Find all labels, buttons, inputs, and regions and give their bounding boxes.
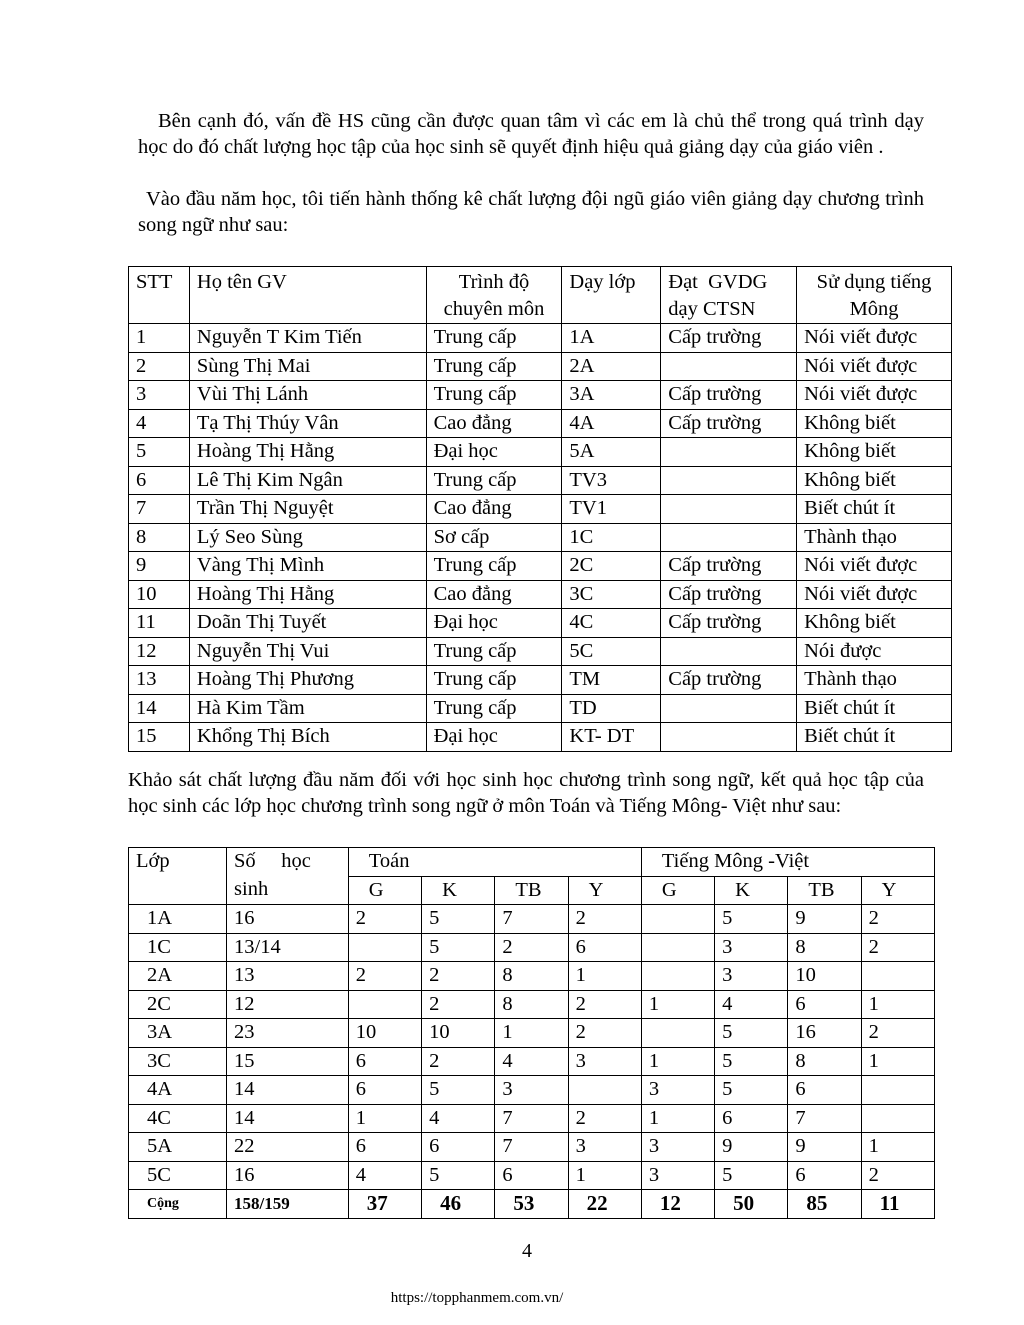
header-level bbox=[426, 267, 562, 324]
cell-vk: 5 bbox=[715, 905, 788, 934]
cell-mg bbox=[348, 933, 421, 962]
cell-name: Tạ Thị Thúy Vân bbox=[189, 409, 426, 438]
cell-mtb: 7 bbox=[495, 1133, 568, 1162]
cell-cls: 5C bbox=[129, 1161, 227, 1190]
table-row bbox=[129, 1047, 935, 1076]
cell-award bbox=[661, 438, 797, 467]
cell-mk: 2 bbox=[422, 990, 495, 1019]
cell-award: Cấp trường bbox=[661, 552, 797, 581]
cell-level: Trung cấp bbox=[426, 637, 562, 666]
cell-vy: 2 bbox=[861, 1019, 934, 1048]
cell-stt: 2 bbox=[129, 352, 190, 381]
cell-mtb: 6 bbox=[495, 1161, 568, 1190]
table-row bbox=[129, 352, 952, 381]
teacher-table bbox=[128, 266, 952, 752]
cell-vk: 4 bbox=[715, 990, 788, 1019]
cell-vtb: 8 bbox=[788, 933, 861, 962]
header-math: Toán bbox=[348, 848, 641, 877]
total-vg: 12 bbox=[641, 1190, 714, 1219]
table-row bbox=[129, 1076, 935, 1105]
table-row bbox=[129, 438, 952, 467]
cell-stt: 10 bbox=[129, 580, 190, 609]
cell-vy: 1 bbox=[861, 990, 934, 1019]
table-row bbox=[129, 666, 952, 695]
cell-vy: 2 bbox=[861, 1161, 934, 1190]
cell-level: Cao đẳng bbox=[426, 495, 562, 524]
cell-class: 4C bbox=[562, 609, 661, 638]
cell-mg bbox=[348, 990, 421, 1019]
cell-lang: Nói viết được bbox=[797, 381, 952, 410]
cell-name: Hoàng Thị Hằng bbox=[189, 438, 426, 467]
cell-mk: 4 bbox=[422, 1104, 495, 1133]
cell-stt: 6 bbox=[129, 466, 190, 495]
cell-vtb: 10 bbox=[788, 962, 861, 991]
header-students bbox=[227, 848, 349, 905]
cell-my: 3 bbox=[568, 1133, 641, 1162]
cell-n: 12 bbox=[227, 990, 349, 1019]
cell-n: 13/14 bbox=[227, 933, 349, 962]
cell-class: TV1 bbox=[562, 495, 661, 524]
cell-award: Cấp trường bbox=[661, 580, 797, 609]
cell-name: Lê Thị Kim Ngân bbox=[189, 466, 426, 495]
cell-name: Sùng Thị Mai bbox=[189, 352, 426, 381]
cell-vtb: 6 bbox=[788, 990, 861, 1019]
header-math-g: G bbox=[348, 876, 421, 905]
cell-vk: 3 bbox=[715, 933, 788, 962]
cell-n: 22 bbox=[227, 1133, 349, 1162]
cell-stt: 8 bbox=[129, 523, 190, 552]
cell-my bbox=[568, 1076, 641, 1105]
cell-mtb: 2 bbox=[495, 933, 568, 962]
header-viet-tb: TB bbox=[788, 876, 861, 905]
cell-class: 1A bbox=[562, 324, 661, 353]
header-award-line1: Đạt GVDG bbox=[668, 271, 768, 293]
cell-stt: 9 bbox=[129, 552, 190, 581]
header-lang bbox=[797, 267, 952, 324]
cell-class: 5A bbox=[562, 438, 661, 467]
cell-name: Lý Seo Sùng bbox=[189, 523, 426, 552]
header-name: Họ tên GV bbox=[189, 267, 426, 324]
teacher-table-body bbox=[129, 324, 952, 752]
cell-stt: 7 bbox=[129, 495, 190, 524]
cell-lang: Không biết bbox=[797, 409, 952, 438]
cell-award: Cấp trường bbox=[661, 381, 797, 410]
cell-name: Trần Thị Nguyệt bbox=[189, 495, 426, 524]
cell-class: 4A bbox=[562, 409, 661, 438]
cell-lang: Biết chút ít bbox=[797, 495, 952, 524]
header-viet-k: K bbox=[715, 876, 788, 905]
cell-mg: 10 bbox=[348, 1019, 421, 1048]
table-row bbox=[129, 381, 952, 410]
total-cls: Cộng bbox=[129, 1190, 227, 1219]
table-row bbox=[129, 905, 935, 934]
cell-cls: 2C bbox=[129, 990, 227, 1019]
cell-mg: 2 bbox=[348, 905, 421, 934]
table-row bbox=[129, 694, 952, 723]
table-row bbox=[129, 324, 952, 353]
header-lang-line2: Mông bbox=[849, 298, 899, 320]
cell-mk: 5 bbox=[422, 1161, 495, 1190]
cell-mtb: 7 bbox=[495, 1104, 568, 1133]
cell-vk: 5 bbox=[715, 1076, 788, 1105]
header-level-line2: chuyên môn bbox=[443, 298, 545, 320]
cell-vg bbox=[641, 1019, 714, 1048]
cell-mk: 2 bbox=[422, 962, 495, 991]
cell-vk: 5 bbox=[715, 1161, 788, 1190]
cell-vg bbox=[641, 933, 714, 962]
table-row bbox=[129, 723, 952, 752]
cell-vy: 1 bbox=[861, 1133, 934, 1162]
header-viet-y: Y bbox=[861, 876, 934, 905]
header-students-line1: Số học bbox=[234, 850, 311, 872]
cell-cls: 1C bbox=[129, 933, 227, 962]
cell-lang: Không biết bbox=[797, 609, 952, 638]
header-award bbox=[661, 267, 797, 324]
cell-level: Đại học bbox=[426, 438, 562, 467]
cell-vk: 9 bbox=[715, 1133, 788, 1162]
table-row bbox=[129, 1161, 935, 1190]
cell-my: 6 bbox=[568, 933, 641, 962]
cell-mtb: 3 bbox=[495, 1076, 568, 1105]
table-row bbox=[129, 933, 935, 962]
cell-vtb: 6 bbox=[788, 1076, 861, 1105]
cell-level: Trung cấp bbox=[426, 381, 562, 410]
cell-stt: 15 bbox=[129, 723, 190, 752]
total-vy: 11 bbox=[861, 1190, 934, 1219]
cell-class: TM bbox=[562, 666, 661, 695]
cell-class: 3A bbox=[562, 381, 661, 410]
total-my: 22 bbox=[568, 1190, 641, 1219]
cell-name: Nguyễn Thị Vui bbox=[189, 637, 426, 666]
cell-name: Hà Kim Tầm bbox=[189, 694, 426, 723]
cell-mg: 1 bbox=[348, 1104, 421, 1133]
total-mtb: 53 bbox=[495, 1190, 568, 1219]
teacher-stats-intro: Vào đầu năm học, tôi tiến hành thống kê chất lượng đội ngũ giáo viên giảng dạy chương trình song ngữ như sau: bbox=[138, 188, 924, 236]
cell-vy bbox=[861, 962, 934, 991]
header-math-k: K bbox=[422, 876, 495, 905]
cell-lang: Nói viết được bbox=[797, 552, 952, 581]
total-row bbox=[129, 1190, 935, 1219]
cell-award: Cấp trường bbox=[661, 666, 797, 695]
cell-level: Trung cấp bbox=[426, 666, 562, 695]
cell-vk: 5 bbox=[715, 1019, 788, 1048]
table-row bbox=[129, 637, 952, 666]
cell-level: Đại học bbox=[426, 609, 562, 638]
cell-mg: 6 bbox=[348, 1047, 421, 1076]
page-number: 4 bbox=[522, 1240, 532, 1262]
footer-url: https://topphanmem.com.vn/ bbox=[390, 1290, 564, 1306]
header-class: Lớp bbox=[129, 848, 227, 905]
cell-vg: 1 bbox=[641, 990, 714, 1019]
results-intro: Khảo sát chất lượng đầu năm đối với học sinh học chương trình song ngữ, kết quả học tập của học sinh các lớp học chương trình song ngữ ở môn Toán và Tiếng Mông- Việt như sau: bbox=[128, 769, 924, 817]
cell-stt: 4 bbox=[129, 409, 190, 438]
cell-class: 2A bbox=[562, 352, 661, 381]
header-math-tb: TB bbox=[495, 876, 568, 905]
cell-n: 16 bbox=[227, 905, 349, 934]
cell-level: Trung cấp bbox=[426, 466, 562, 495]
table-row bbox=[129, 495, 952, 524]
table-row bbox=[129, 1104, 935, 1133]
intro-paragraph: Bên cạnh đó, vấn đề HS cũng cần được quan tâm vì các em là chủ thể trong quá trình dạy học do đó chất lượng học tập của học sinh sẽ quyết định hiệu quả giảng dạy của giáo viên . bbox=[138, 110, 924, 158]
cell-level: Trung cấp bbox=[426, 352, 562, 381]
cell-n: 14 bbox=[227, 1076, 349, 1105]
cell-vy: 1 bbox=[861, 1047, 934, 1076]
table-row bbox=[129, 990, 935, 1019]
cell-class: 3C bbox=[562, 580, 661, 609]
cell-award bbox=[661, 694, 797, 723]
cell-award: Cấp trường bbox=[661, 324, 797, 353]
cell-n: 13 bbox=[227, 962, 349, 991]
cell-vg bbox=[641, 905, 714, 934]
cell-vk: 3 bbox=[715, 962, 788, 991]
cell-my: 2 bbox=[568, 905, 641, 934]
cell-stt: 5 bbox=[129, 438, 190, 467]
cell-mg: 6 bbox=[348, 1133, 421, 1162]
cell-cls: 2A bbox=[129, 962, 227, 991]
cell-award bbox=[661, 637, 797, 666]
cell-mg: 6 bbox=[348, 1076, 421, 1105]
cell-class: TD bbox=[562, 694, 661, 723]
cell-mtb: 1 bbox=[495, 1019, 568, 1048]
cell-vg: 1 bbox=[641, 1104, 714, 1133]
cell-stt: 11 bbox=[129, 609, 190, 638]
total-mg: 37 bbox=[348, 1190, 421, 1219]
cell-lang: Không biết bbox=[797, 466, 952, 495]
cell-cls: 1A bbox=[129, 905, 227, 934]
cell-level: Cao đẳng bbox=[426, 409, 562, 438]
cell-lang: Nói được bbox=[797, 637, 952, 666]
cell-vy: 2 bbox=[861, 933, 934, 962]
header-lang-line1: Sử dụng tiếng bbox=[816, 271, 932, 293]
results-table-body bbox=[129, 905, 935, 1219]
cell-mtb: 7 bbox=[495, 905, 568, 934]
cell-lang: Nói viết được bbox=[797, 352, 952, 381]
total-vtb: 85 bbox=[788, 1190, 861, 1219]
cell-stt: 12 bbox=[129, 637, 190, 666]
total-n: 158/159 bbox=[227, 1190, 349, 1219]
table-row bbox=[129, 962, 935, 991]
cell-name: Hoàng Thị Phương bbox=[189, 666, 426, 695]
cell-award: Cấp trường bbox=[661, 609, 797, 638]
table-row bbox=[129, 580, 952, 609]
table-row bbox=[129, 552, 952, 581]
cell-cls: 4A bbox=[129, 1076, 227, 1105]
cell-my: 2 bbox=[568, 1104, 641, 1133]
cell-n: 15 bbox=[227, 1047, 349, 1076]
cell-vy: 2 bbox=[861, 905, 934, 934]
cell-award bbox=[661, 523, 797, 552]
cell-mtb: 8 bbox=[495, 962, 568, 991]
cell-level: Trung cấp bbox=[426, 694, 562, 723]
cell-name: Doãn Thị Tuyết bbox=[189, 609, 426, 638]
cell-vtb: 8 bbox=[788, 1047, 861, 1076]
cell-lang: Nói viết được bbox=[797, 324, 952, 353]
cell-lang: Thành thạo bbox=[797, 523, 952, 552]
header-award-line2: dạy CTSN bbox=[668, 298, 756, 320]
cell-mk: 6 bbox=[422, 1133, 495, 1162]
cell-award bbox=[661, 352, 797, 381]
cell-award: Cấp trường bbox=[661, 409, 797, 438]
cell-name: Vàng Thị Mình bbox=[189, 552, 426, 581]
cell-award bbox=[661, 495, 797, 524]
cell-vg: 1 bbox=[641, 1047, 714, 1076]
cell-name: Nguyễn T Kim Tiến bbox=[189, 324, 426, 353]
cell-award bbox=[661, 466, 797, 495]
header-class: Dạy lớp bbox=[562, 267, 661, 324]
cell-level: Trung cấp bbox=[426, 552, 562, 581]
cell-award bbox=[661, 723, 797, 752]
cell-name: Hoàng Thị Hằng bbox=[189, 580, 426, 609]
cell-vk: 6 bbox=[715, 1104, 788, 1133]
table-row bbox=[129, 523, 952, 552]
cell-vtb: 7 bbox=[788, 1104, 861, 1133]
cell-stt: 1 bbox=[129, 324, 190, 353]
cell-vg: 3 bbox=[641, 1133, 714, 1162]
total-mk: 46 bbox=[422, 1190, 495, 1219]
cell-vtb: 6 bbox=[788, 1161, 861, 1190]
cell-name: Vùi Thị Lánh bbox=[189, 381, 426, 410]
cell-class: TV3 bbox=[562, 466, 661, 495]
cell-n: 23 bbox=[227, 1019, 349, 1048]
cell-mtb: 4 bbox=[495, 1047, 568, 1076]
table-row bbox=[129, 609, 952, 638]
table-row bbox=[129, 1133, 935, 1162]
cell-name: Khổng Thị Bích bbox=[189, 723, 426, 752]
cell-vtb: 9 bbox=[788, 1133, 861, 1162]
results-table bbox=[128, 847, 935, 1219]
cell-n: 14 bbox=[227, 1104, 349, 1133]
total-vk: 50 bbox=[715, 1190, 788, 1219]
cell-n: 16 bbox=[227, 1161, 349, 1190]
cell-mk: 2 bbox=[422, 1047, 495, 1076]
header-viet: Tiếng Mông -Việt bbox=[641, 848, 934, 877]
header-students-line2: sinh bbox=[234, 877, 269, 900]
cell-class: KT- DT bbox=[562, 723, 661, 752]
cell-stt: 14 bbox=[129, 694, 190, 723]
cell-class: 1C bbox=[562, 523, 661, 552]
cell-lang: Không biết bbox=[797, 438, 952, 467]
cell-lang: Thành thạo bbox=[797, 666, 952, 695]
cell-level: Cao đẳng bbox=[426, 580, 562, 609]
cell-my: 2 bbox=[568, 990, 641, 1019]
cell-level: Sơ cấp bbox=[426, 523, 562, 552]
cell-vtb: 9 bbox=[788, 905, 861, 934]
teacher-table-header bbox=[129, 267, 952, 324]
cell-my: 2 bbox=[568, 1019, 641, 1048]
header-viet-g: G bbox=[641, 876, 714, 905]
table-row bbox=[129, 466, 952, 495]
cell-vtb: 16 bbox=[788, 1019, 861, 1048]
cell-level: Trung cấp bbox=[426, 324, 562, 353]
cell-mg: 2 bbox=[348, 962, 421, 991]
header-math-y: Y bbox=[568, 876, 641, 905]
table-row bbox=[129, 1019, 935, 1048]
cell-my: 3 bbox=[568, 1047, 641, 1076]
cell-stt: 13 bbox=[129, 666, 190, 695]
cell-vk: 5 bbox=[715, 1047, 788, 1076]
cell-mk: 5 bbox=[422, 1076, 495, 1105]
table-row bbox=[129, 409, 952, 438]
header-level-line1: Trình độ bbox=[458, 271, 530, 293]
cell-level: Đại học bbox=[426, 723, 562, 752]
header-stt: STT bbox=[129, 267, 190, 324]
cell-vy bbox=[861, 1104, 934, 1133]
cell-lang: Nói viết được bbox=[797, 580, 952, 609]
cell-cls: 3A bbox=[129, 1019, 227, 1048]
cell-mk: 10 bbox=[422, 1019, 495, 1048]
cell-lang: Biết chút ít bbox=[797, 723, 952, 752]
cell-mtb: 8 bbox=[495, 990, 568, 1019]
cell-lang: Biết chút ít bbox=[797, 694, 952, 723]
cell-stt: 3 bbox=[129, 381, 190, 410]
cell-mg: 4 bbox=[348, 1161, 421, 1190]
cell-my: 1 bbox=[568, 1161, 641, 1190]
results-header-row-1 bbox=[129, 848, 935, 877]
cell-vg: 3 bbox=[641, 1161, 714, 1190]
cell-my: 1 bbox=[568, 962, 641, 991]
cell-mk: 5 bbox=[422, 905, 495, 934]
cell-class: 2C bbox=[562, 552, 661, 581]
cell-class: 5C bbox=[562, 637, 661, 666]
cell-cls: 5A bbox=[129, 1133, 227, 1162]
cell-cls: 4C bbox=[129, 1104, 227, 1133]
cell-vy bbox=[861, 1076, 934, 1105]
cell-cls: 3C bbox=[129, 1047, 227, 1076]
cell-vg bbox=[641, 962, 714, 991]
cell-mk: 5 bbox=[422, 933, 495, 962]
cell-vg: 3 bbox=[641, 1076, 714, 1105]
